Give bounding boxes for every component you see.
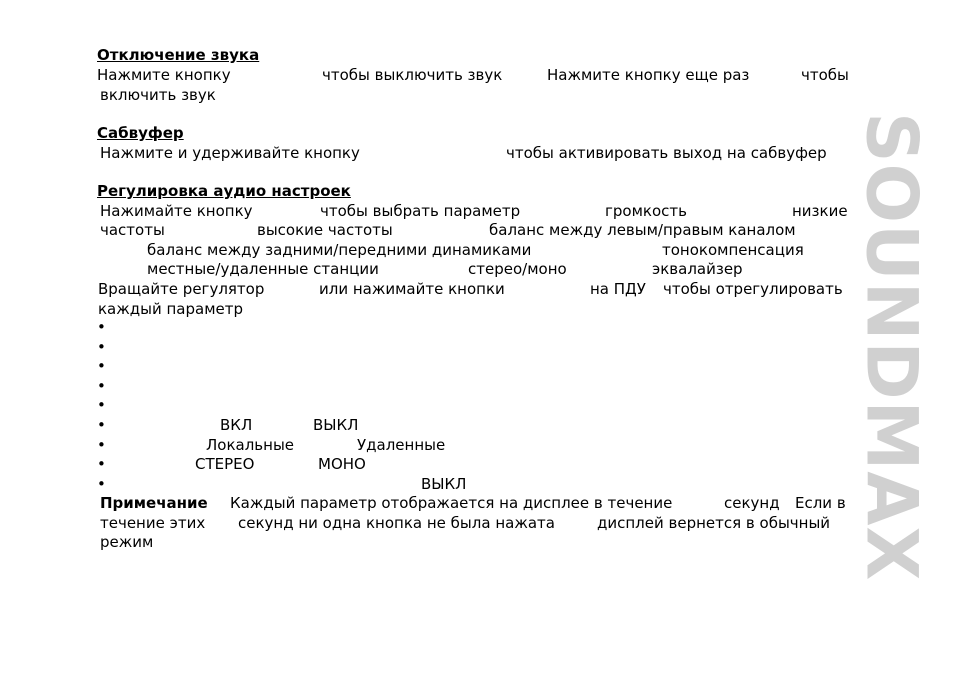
subwoofer-heading: Сабвуфер [97,124,184,142]
bullet-marker: • [97,396,106,414]
audio-text: каждый параметр [98,300,244,318]
mute-text: чтобы выключить звук [322,66,503,84]
audio-text: высокие частоты [257,221,393,239]
note-text: Если в [795,494,846,512]
note-text: дисплей вернется в обычный [597,514,831,532]
note-text: секунд ни одна кнопка не была нажата [238,514,555,532]
audio-text: чтобы отрегулировать [663,280,843,298]
brand-logo [850,58,933,636]
audio-text: стерео/моно [468,260,567,278]
option-on: ВКЛ [220,416,253,434]
audio-text: громкость [605,202,687,220]
note-text: режим [100,533,154,551]
mute-heading: Отключение звука [97,46,260,64]
note-text: секунд [724,494,780,512]
audio-text: баланс между левым/правым каналом [489,221,796,239]
option-off: ВЫКЛ [421,475,467,493]
brand-text: SOUNDMAX [850,112,933,582]
bullet-marker: • [97,318,106,336]
audio-text: местные/удаленные станции [147,260,379,278]
note-label: Примечание [100,494,208,512]
bullet-marker: • [97,436,106,454]
audio-text: Нажимайте кнопку [100,202,253,220]
audio-text: баланс между задними/передними динамиками [147,241,532,259]
option-stereo: СТЕРЕО [195,455,255,473]
mute-text: Нажмите кнопку [97,66,231,84]
audio-text: частоты [100,221,165,239]
audio-text: на ПДУ [590,280,646,298]
audio-text: низкие [792,202,848,220]
audio-text: Вращайте регулятор [98,280,265,298]
mute-text: чтобы [801,66,849,84]
note-text: Каждый параметр отображается на дисплее в течение [230,494,673,512]
option-mono: МОНО [318,455,366,473]
bullet-marker: • [97,377,106,395]
audio-heading: Регулировка аудио настроек [97,182,351,200]
subwoofer-text: Нажмите и удерживайте кнопку [100,144,360,162]
bullet-marker: • [97,338,106,356]
audio-text: или нажимайте кнопки [319,280,505,298]
bullet-marker: • [97,416,106,434]
audio-text: тонокомпенсация [662,241,804,259]
bullet-marker: • [97,357,106,375]
option-off: ВЫКЛ [313,416,359,434]
mute-text: Нажмите кнопку еще раз [547,66,750,84]
option-local: Локальные [206,436,295,454]
mute-text: включить звук [100,86,216,104]
subwoofer-text: чтобы активировать выход на сабвуфер [506,144,827,162]
audio-text: чтобы выбрать параметр [320,202,521,220]
note-text: течение этих [100,514,206,532]
bullet-marker: • [97,455,106,473]
option-remote: Удаленные [357,436,446,454]
bullet-marker: • [97,475,106,493]
audio-text: эквалайзер [652,260,743,278]
